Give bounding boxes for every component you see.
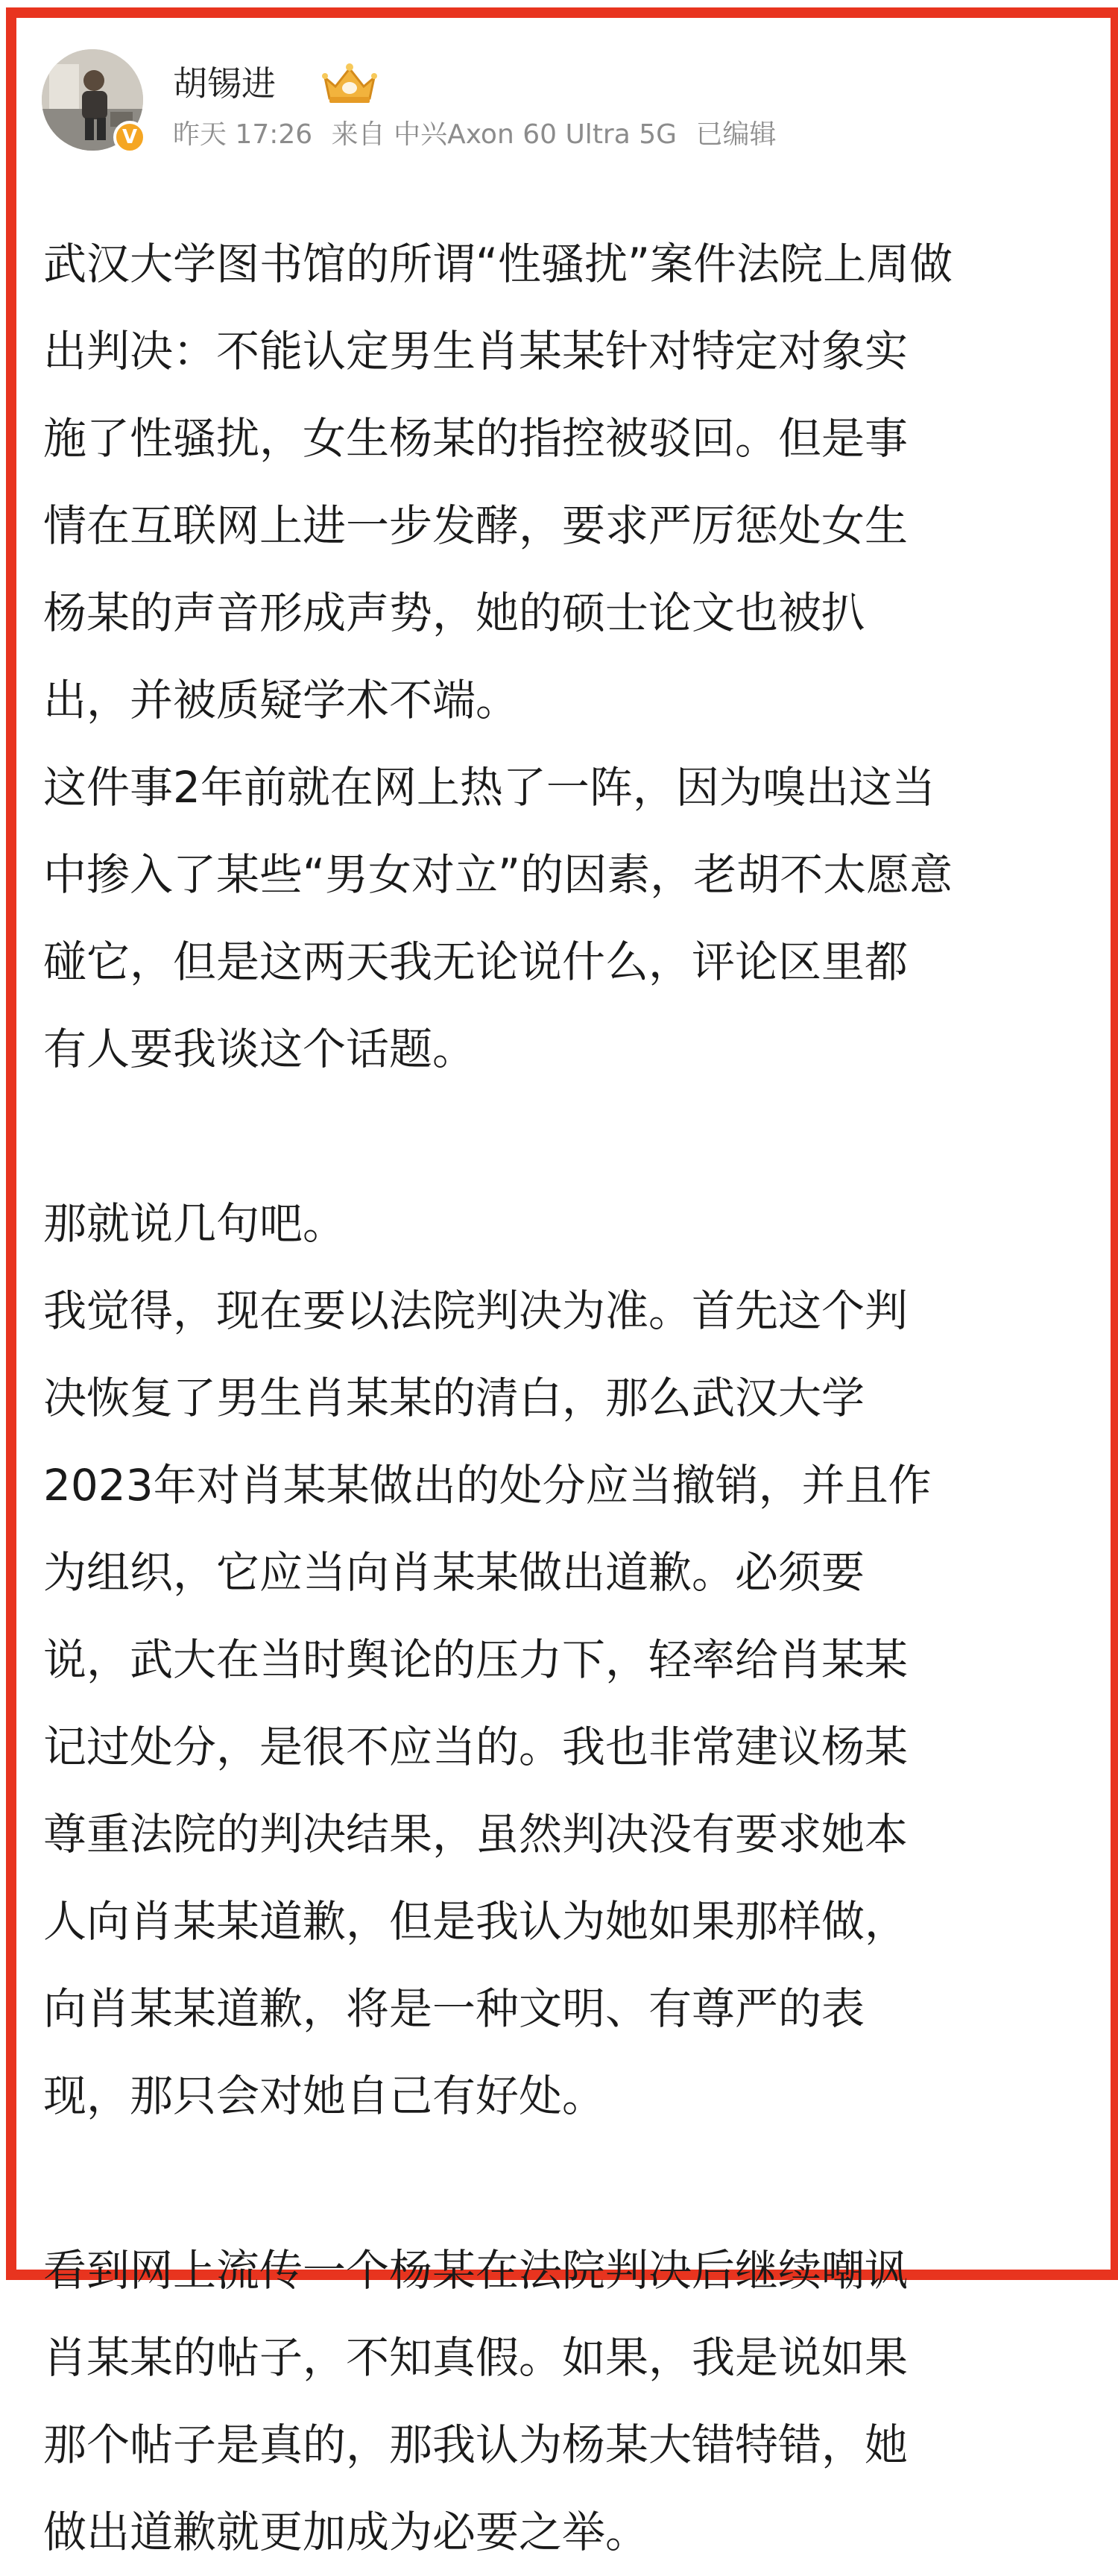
paragraph-gap xyxy=(43,1093,1079,1180)
post-text-line: 人向肖某某道歉，但是我认为她如果那样做， xyxy=(43,1896,909,1947)
post-text-line: 决恢复了男生肖某某的清白，那么武汉大学 xyxy=(43,1373,865,1423)
post-text-line: 现，那只会对她自己有好处。 xyxy=(43,2070,606,2121)
post-text-line: 中掺入了某些“男女对立”的因素，老胡不太愿意 xyxy=(43,849,953,900)
post-text-line: 2023年对肖某某做出的处分应当撤销，并且作 xyxy=(43,1460,932,1511)
post-text-line: 那就说几句吧。 xyxy=(43,1198,347,1249)
post-text-line: 肖某某的帖子，不知真假。如果，我是说如果 xyxy=(43,2332,909,2383)
post-text-line: 施了性骚扰，女生杨某的指控被驳回。但是事 xyxy=(43,413,909,464)
post-text-line: 武汉大学图书馆的所谓“性骚扰”案件法院上周做 xyxy=(43,239,953,289)
post-text-line: 出，并被质疑学术不端。 xyxy=(43,675,519,725)
verified-badge-icon: V xyxy=(113,121,146,154)
post-text-line: 出判决：不能认定男生肖某某针对特定对象实 xyxy=(43,326,909,377)
post-time: 昨天 17:26 xyxy=(173,119,313,150)
post-body xyxy=(43,221,1079,2576)
post-text-line: 有人要我谈这个话题。 xyxy=(43,1024,476,1074)
post-header xyxy=(42,49,1011,161)
post-text-line: 为组织，它应当向肖某某做出道歉。必须要 xyxy=(43,1547,865,1598)
crown-icon[interactable] xyxy=(319,61,380,106)
post-text-line: 向肖某某道歉，将是一种文明、有尊严的表 xyxy=(43,1983,865,2034)
post-text-line: 那个帖子是真的，那我认为杨某大错特错，她 xyxy=(43,2419,909,2470)
post-text-line: 说，武大在当时舆论的压力下，轻率给肖某某 xyxy=(43,1634,909,1685)
post-text-line: 情在互联网上进一步发酵，要求严厉惩处女生 xyxy=(43,500,909,551)
post-text-line: 做出道歉就更加成为必要之举。 xyxy=(43,2507,649,2557)
post-text-line: 看到网上流传一个杨某在法院判决后继续嘲讽 xyxy=(43,2245,909,2296)
post-text-line: 杨某的声音形成声势，她的硕士论文也被扒 xyxy=(43,588,865,638)
author-name[interactable]: 胡锡进 xyxy=(173,63,276,104)
post-edited-label: 已编辑 xyxy=(695,119,777,150)
post-source: 来自 中兴Axon 60 Ultra 5G xyxy=(331,119,678,150)
post-text-line: 尊重法院的判决结果，虽然判决没有要求她本 xyxy=(43,1809,909,1859)
post-text-line: 记过处分，是很不应当的。我也非常建议杨某 xyxy=(43,1722,909,1772)
post-meta xyxy=(173,118,787,152)
paragraph-gap xyxy=(43,2140,1079,2227)
post-text-line: 这件事2年前就在网上热了一阵，因为嗅出这当 xyxy=(43,762,935,813)
post-text-line: 碰它，但是这两天我无论说什么，评论区里都 xyxy=(43,936,909,987)
post-text-line: 我觉得，现在要以法院判决为准。首先这个判 xyxy=(43,1285,909,1336)
